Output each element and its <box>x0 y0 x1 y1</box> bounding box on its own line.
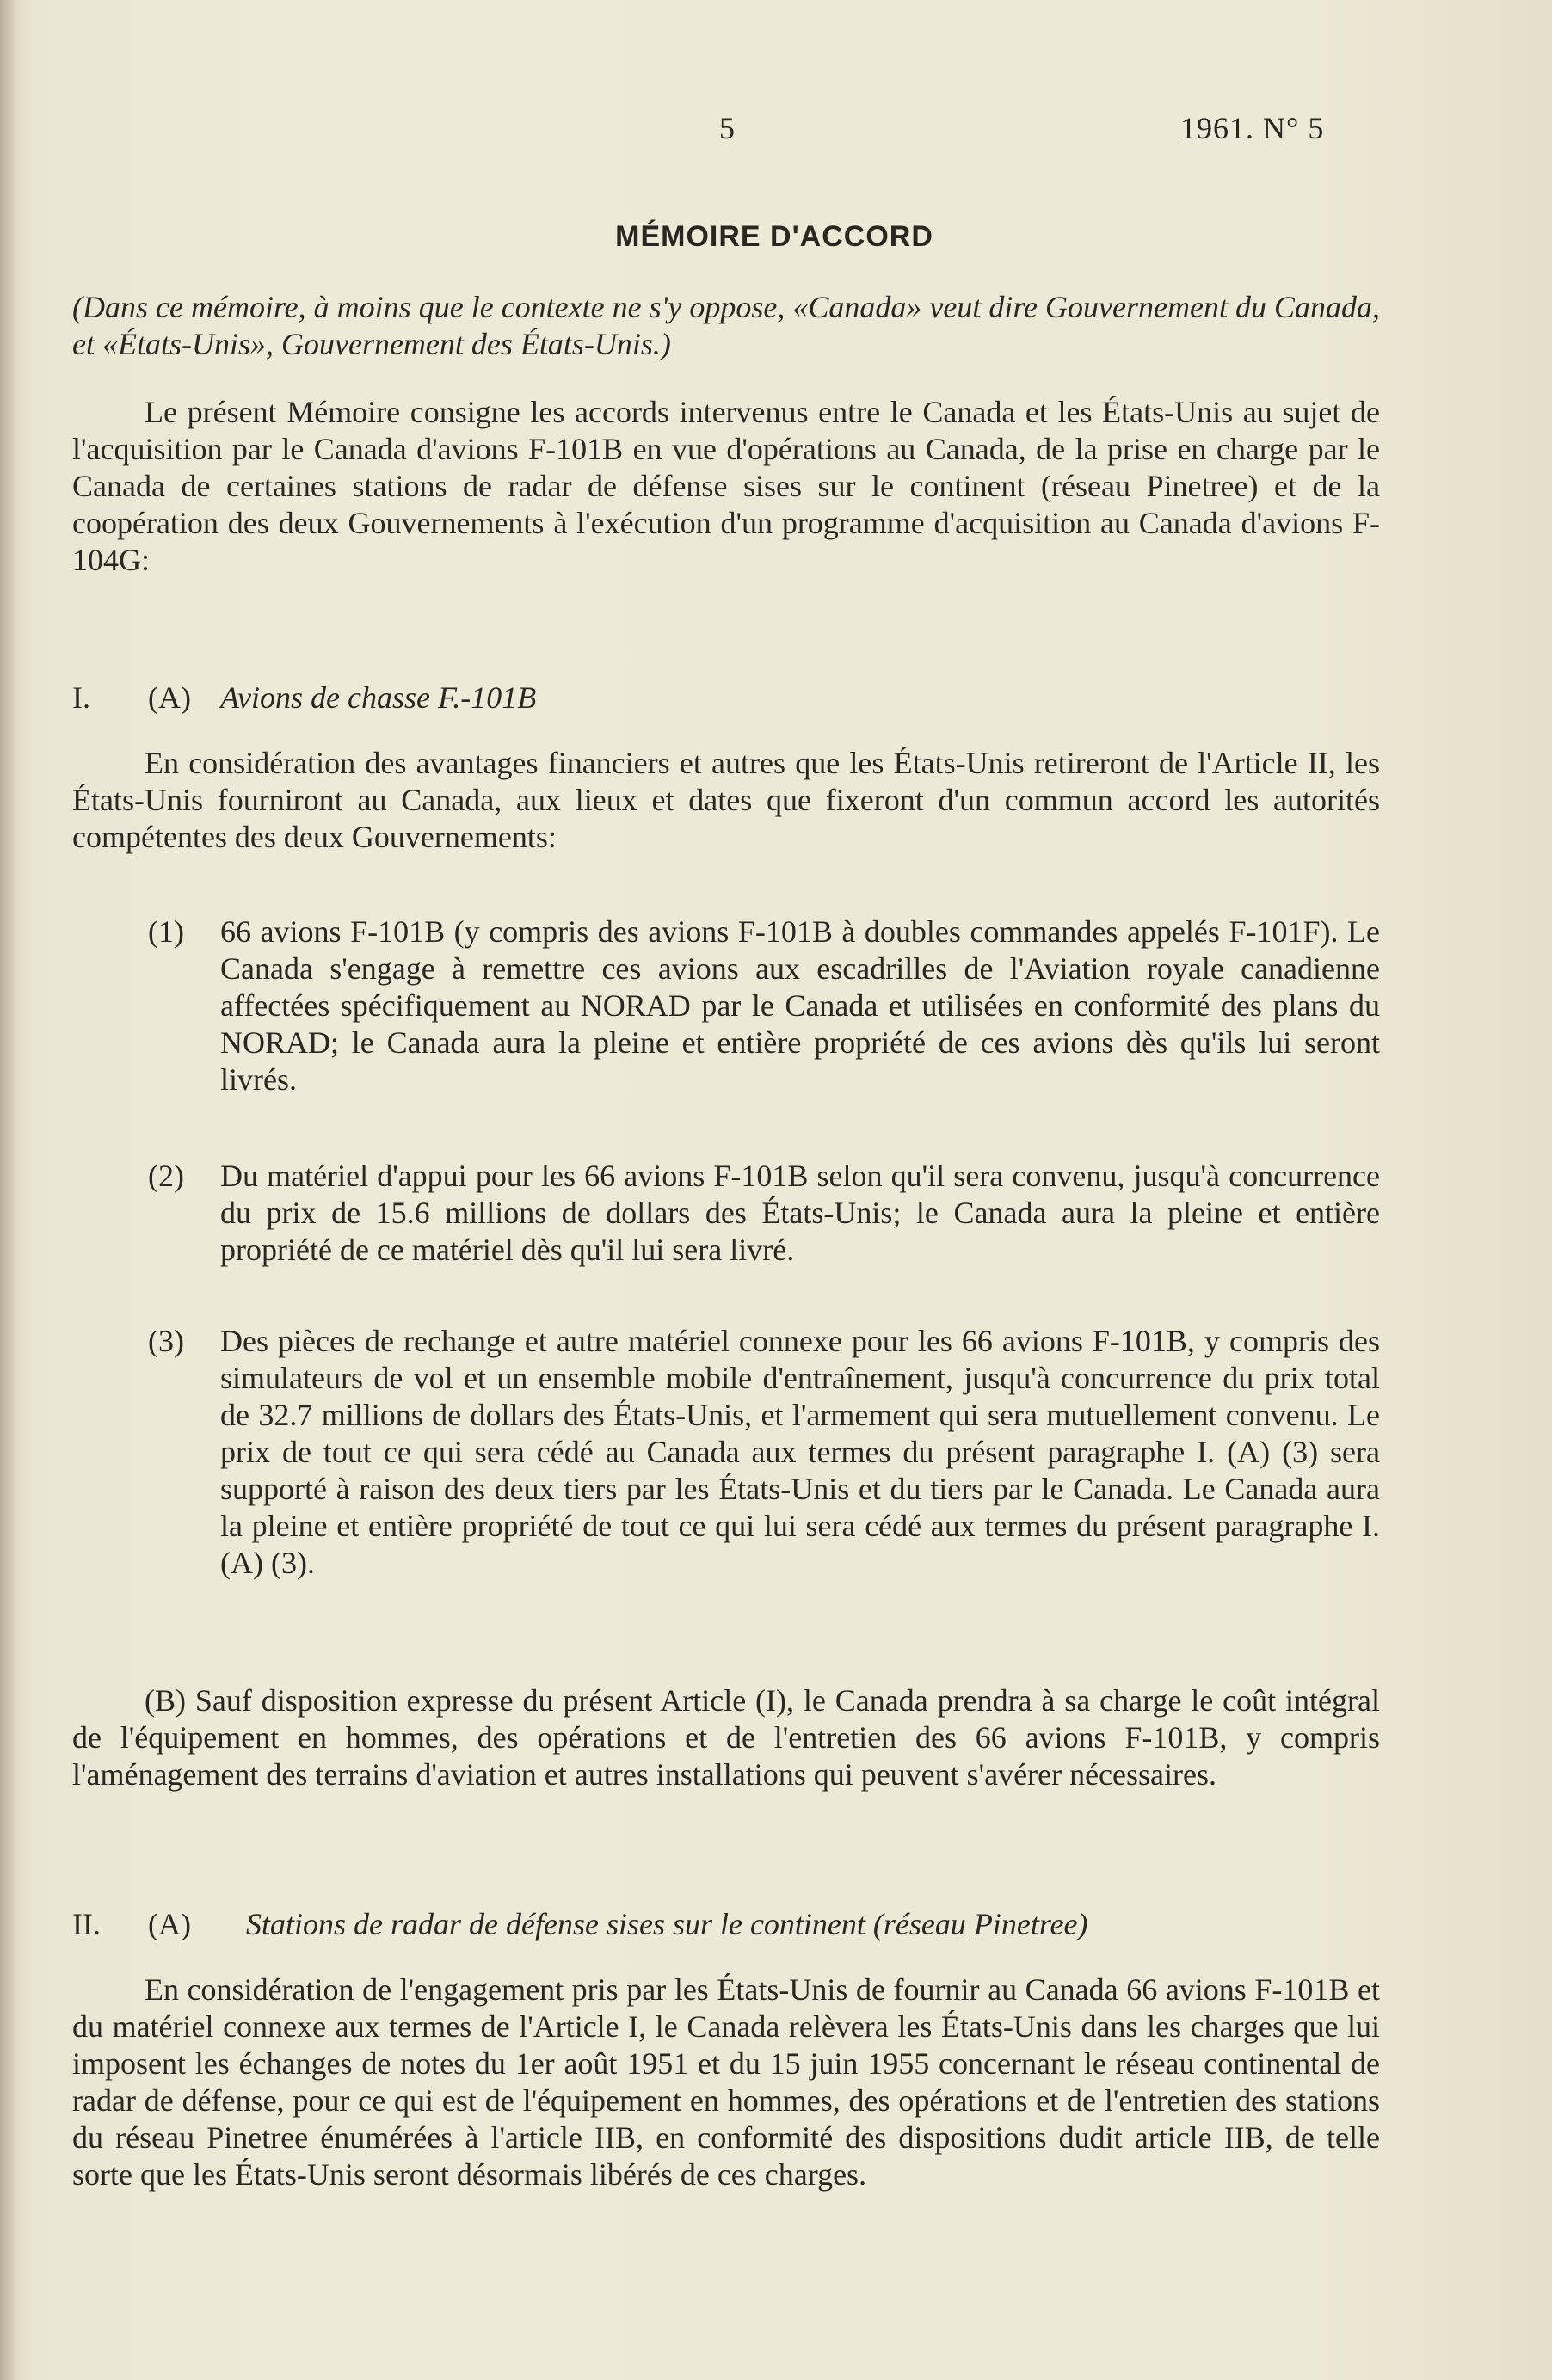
page-number: 5 <box>719 111 735 145</box>
section-2a-label: (A) <box>148 1907 191 1941</box>
document-reference: 1961. N° 5 <box>1180 111 1325 145</box>
list-item-text: Des pièces de rechange et autre matériel connexe pour les 66 avions F-101B, y compris des simulateurs de vol et un ensemble mobile d'entraînement, jusqu'à concurrence du prix total de 32.7 millions de dollars des États-Unis, et l'armement qui sera mutuellement convenu. Le prix de tout ce qui sera cédé au Canada aux termes du présent paragraphe I. (A) (3) sera supporté à raison des deux tiers par les États-Unis et du tiers par le Canada. Le Canada aura la pleine et entière propriété de tout ce qui lui sera cédé aux termes du présent paragraphe I. (A) (3). <box>220 1324 1380 1580</box>
section-1a-label: (A) <box>148 680 191 715</box>
section-1-number: I. <box>72 680 90 715</box>
list-item-text: Du matériel d'appui pour les 66 avions F-101B selon qu'il sera convenu, jusqu'à concurrence du prix de 15.6 millions de dollars des États-Unis; le Canada aura la pleine et entière propriété de ce matériel dès qu'il lui sera livré. <box>220 1159 1380 1267</box>
list-item-number: (1) <box>148 914 184 949</box>
list-item-number: (3) <box>148 1324 184 1358</box>
list-item <box>148 1323 1380 1658</box>
list-item <box>148 1158 1380 1308</box>
document-title: MÉMOIRE D'ACCORD <box>615 220 933 253</box>
section-1b-paragraph: (B) Sauf disposition expresse du présent Article (I), le Canada prendra à sa charge le coût intégral de l'équipement en hommes, des opérations et de l'entretien des 66 avions F-101B, y compris l'aménagement des terrains d'aviation et autres installations qui peuvent s'avérer nécessaires. <box>72 1683 1380 1792</box>
list-item-text: 66 avions F-101B (y compris des avions F-101B à doubles commandes appelés F-101F). Le Canada s'engage à remettre ces avions aux escadrilles de l'Aviation royale canadienne affectées spécifiquement au NORAD par le Canada et utilisées en conformité des plans du NORAD; le Canada aura la pleine et entière propriété de ces avions dès qu'ils lui seront livrés. <box>220 914 1380 1097</box>
section-1a-intro: En considération des avantages financiers et autres que les États-Unis retireront de l'Article II, les États-Unis fourniront au Canada, aux lieux et dates que fixeront d'un commun accord les autorités compétentes des deux Gouvernements: <box>72 746 1380 854</box>
list-item <box>148 913 1380 1137</box>
intro-paragraph: Le présent Mémoire consigne les accords intervenus entre le Canada et les États-Unis au sujet de l'acquisition par le Canada d'avions F-101B en vue d'opérations au Canada, de la prise en charge par le Canada de certaines stations de radar de défense sises sur le continent (réseau Pinetree) et de la coopération des deux Gouvernements à l'exécution d'un programme d'acquisition au Canada d'avions F-104G: <box>72 395 1380 577</box>
section-2a-paragraph: En considération de l'engagement pris par les États-Unis de fournir au Canada 66 avions F-101B et du matériel connexe aux termes de l'Article I, le Canada relèvera les États-Unis dans les charges que lui imposent les échanges de notes du 1er août 1951 et du 15 juin 1955 concernant le réseau continental de radar de défense, pour ce qui est de l'équipement en hommes, des opérations et de l'entretien des stations du réseau Pinetree énumérées à l'article IIB, en conformité des dispositions dudit article IIB, de telle sorte que les États-Unis seront désormais libérés de ces charges. <box>72 1972 1380 2192</box>
binding-edge <box>0 0 15 2380</box>
preamble: (Dans ce mémoire, à moins que le contexte ne s'y oppose, «Canada» veut dire Gouvernement du Canada, et «États-Unis», Gouvernement des États-Unis.) <box>72 290 1380 361</box>
section-1a-title: Avions de chasse F.-101B <box>220 680 537 715</box>
section-2a-title: Stations de radar de défense sises sur le continent (réseau Pinetree) <box>246 1907 1088 1941</box>
list-item-number: (2) <box>148 1159 184 1193</box>
section-2-number: II. <box>72 1907 101 1941</box>
